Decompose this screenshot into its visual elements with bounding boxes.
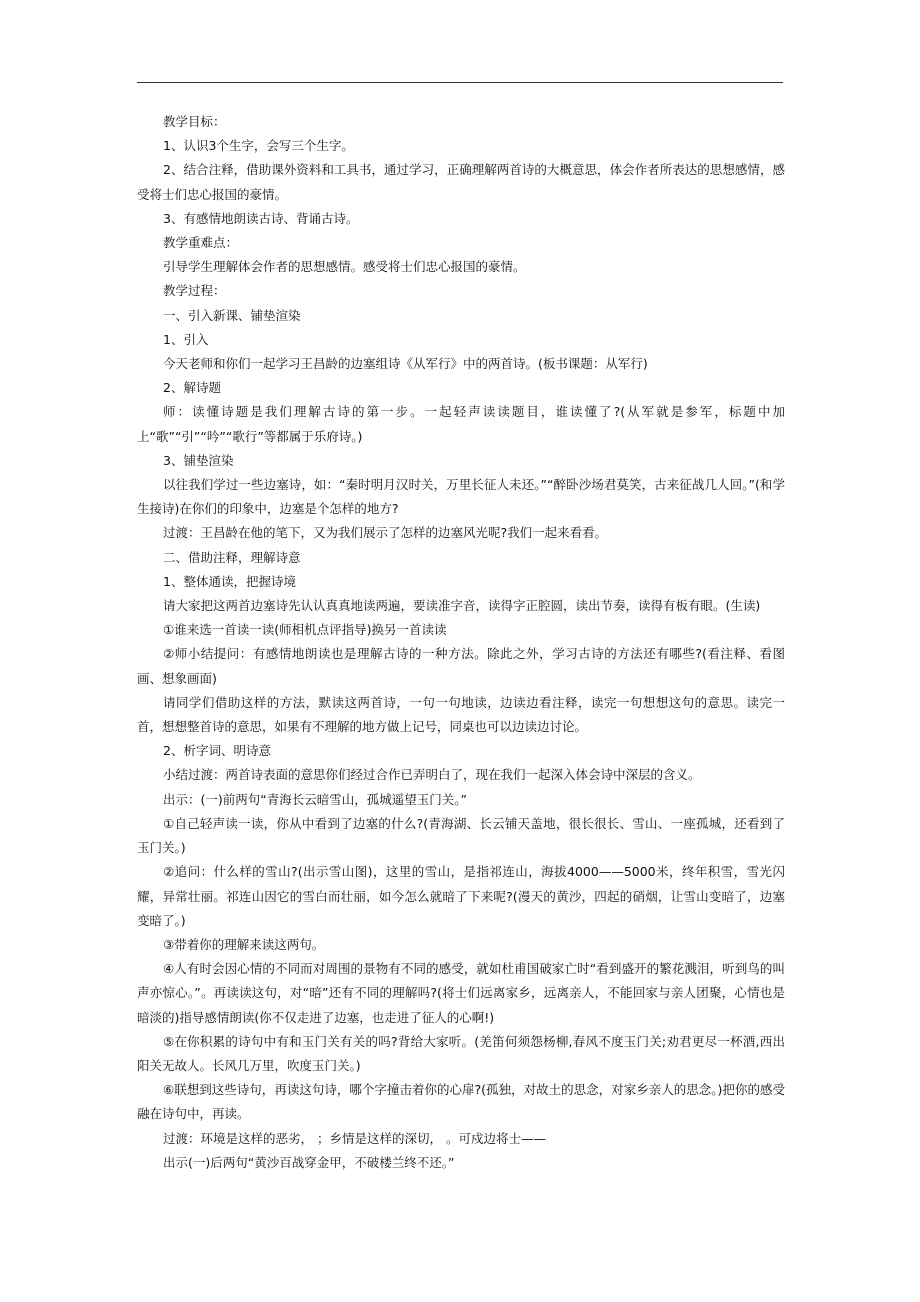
paragraph: 2、析字词、明诗意: [163, 743, 271, 759]
paragraph: 请大家把这两首边塞诗先认认真真地读两遍，要读准字音，读得字正腔圆，读出节奏，读得有板有眼。(生读): [163, 598, 761, 614]
header-rule: [137, 82, 783, 83]
paragraph: 2、结合注释，借助课外资料和工具书，通过学习，正确理解两首诗的大概意思，体会作者所表达的思想感情，感受将士们忠心报国的豪情。: [137, 162, 785, 202]
paragraph: ②师小结提问：有感情地朗读也是理解古诗的一种方法。除此之外，学习古诗的方法还有哪些?(看注释、看图画、想象画面): [137, 646, 785, 686]
paragraph: 一、引入新课、铺垫渲染: [163, 307, 301, 323]
paragraph: ④人有时会因心情的不同而对周围的景物有不同的感受，就如杜甫国破家亡时“看到盛开的繁花溅泪，听到鸟的叫声亦惊心。”。再读读这句，对“暗”还有不同的理解吗?(将士们远离家乡，远离亲人，不能回家与亲人团聚，心情也是暗淡的)指导感情朗读(你不仅走进了边塞，也走进了征人的心啊!): [137, 961, 785, 1025]
paragraph: ⑤在你积累的诗句中有和玉门关有关的吗?背给大家听。(羌笛何须怨杨柳,春风不度玉门关;劝君更尽一杯酒,西出阳关无故人。长风几万里，吹度玉门关。): [137, 1033, 785, 1073]
paragraph: 出示(一)后两句“黄沙百战穿金甲，不破楼兰终不还。”: [163, 1154, 455, 1170]
paragraph: 3、有感情地朗读古诗、背诵古诗。: [163, 210, 359, 226]
paragraph: ①谁来选一首读一读(师相机点评指导)换另一首读读: [163, 622, 447, 638]
paragraph: 引导学生理解体会作者的思想感情。感受将士们忠心报国的豪情。: [163, 259, 526, 275]
paragraph: 1、引入: [163, 331, 209, 347]
paragraph: 请同学们借助这样的方法，默读这两首诗，一句一句地读，边读边看注释，读完一句想想这句的意思。读完一首，想想整首诗的意思，如果有不理解的地方做上记号，同桌也可以边读边讨论。: [137, 694, 785, 735]
paragraph: 过渡：环境是这样的恶劣， ；乡情是这样的深切， 。可戍边将士——: [163, 1130, 546, 1146]
paragraph: 二、借助注释，理解诗意: [163, 549, 301, 565]
paragraph: ③带着你的理解来读这两句。: [163, 936, 325, 952]
paragraph: ①自己轻声读一读，你从中看到了边塞的什么?(青海湖、长云铺天盖地，很长很长、雪山、一座孤城，还看到了玉门关。): [137, 815, 785, 856]
paragraph: 2、解诗题: [163, 380, 221, 396]
paragraph: 教学过程：: [163, 283, 226, 299]
paragraph: 1、整体通读，把握诗境: [163, 573, 296, 589]
paragraph: 小结过渡：两首诗表面的意思你们经过合作已弄明白了，现在我们一起深入体会诗中深层的含义。: [163, 767, 701, 783]
paragraph: 师：读懂诗题是我们理解古诗的第一步。一起轻声读读题目，谁读懂了?(从军就是参军，标题中加上“歌”“引”“吟”“歌行”等都属于乐府诗。): [137, 404, 785, 444]
paragraph: 教学目标：: [163, 114, 226, 129]
document-body: [137, 110, 785, 1175]
paragraph: 1、认识3个生字，会写三个生字。: [163, 138, 354, 154]
paragraph: 以往我们学过一些边塞诗，如：“秦时明月汉时关，万里长征人未还。”“醉卧沙场君莫笑，古来征战几人回。”(和学生接诗)在你们的印象中，边塞是个怎样的地方?: [137, 477, 785, 517]
paragraph: 过渡：王昌龄在他的笔下，又为我们展示了怎样的边塞风光呢?我们一起来看看。: [163, 525, 608, 541]
paragraph: 出示：(一)前两句“青海长云暗雪山，孤城遥望玉门关。”: [163, 791, 467, 807]
paragraph: ②追问：什么样的雪山?(出示雪山图)，这里的雪山，是指祁连山，海拔4000——5000米，终年积雪，雪光闪耀，异常壮丽。祁连山因它的雪白而壮丽，如今怎么就暗了下来呢?(漫天的黄沙，四起的硝烟，让雪山变暗了，边塞变暗了。): [137, 864, 785, 928]
paragraph: ⑥联想到这些诗句，再读这句诗，哪个字撞击着你的心扉?(孤独，对故土的思念，对家乡亲人的思念。)把你的感受融在诗句中，再读。: [137, 1082, 785, 1122]
paragraph: 3、铺垫渲染: [163, 452, 234, 468]
paragraph: 今天老师和你们一起学习王昌龄的边塞组诗《从军行》中的两首诗。(板书课题：从军行): [163, 356, 648, 372]
paragraph: 教学重难点：: [163, 235, 239, 251]
